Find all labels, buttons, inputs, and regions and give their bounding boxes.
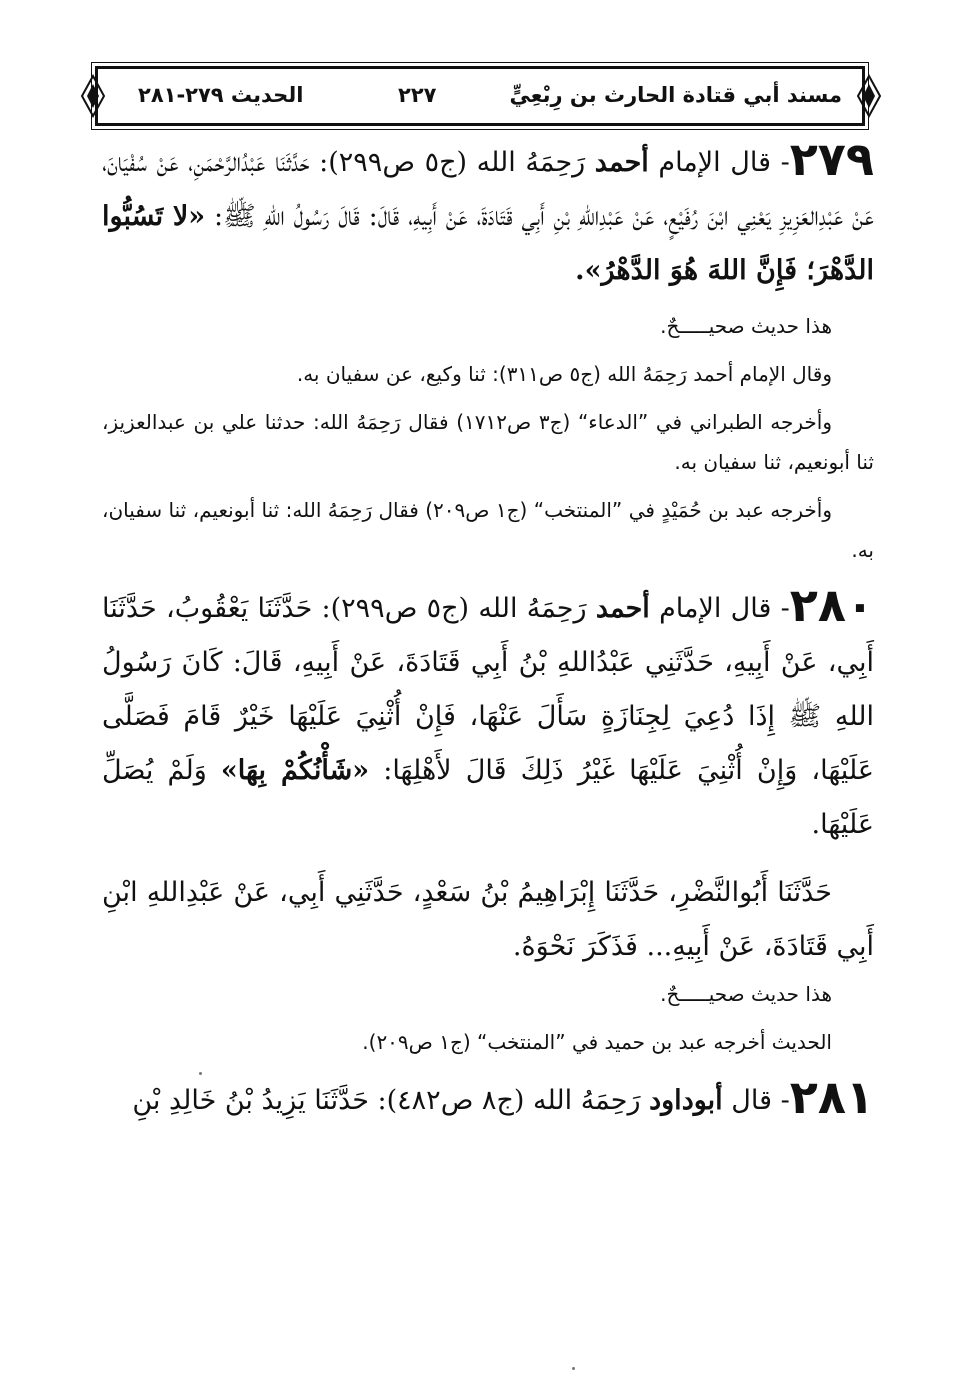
hadith-number: ٢٨٠ — [789, 578, 874, 632]
page-body — [102, 132, 874, 1128]
prophetic-quote: «شَأْنُكُمْ بِهَا» — [220, 755, 370, 786]
hadith-dash: - — [780, 1085, 790, 1116]
scan-speck — [199, 1072, 202, 1075]
running-header — [95, 66, 865, 126]
hadith-grade: هذا حديث صحيـــــحٌ. — [660, 314, 832, 338]
hadith-279 — [102, 132, 874, 298]
takhrij-note: وأخرجه عبد بن حُمَيْدٍ في ”المنتخب“ (ج١ ص٢٠٩) فقال رَحِمَهُ الله: ثنا أبونعيم، ثنا سفيان، به. — [102, 498, 874, 562]
hadith-intro: قال — [731, 1085, 773, 1116]
hadith-chain: رَحِمَهُ الله (ج٥ ص٢٩٩): حَدَّثَنَا عَبْدُالرَّحْمَنِ، عَنْ سُفْيَانَ، عَنْ عَبْدِالعَزِيزِ يَعْنِي ابْنَ رُفَيْعٍ، عَنْ عَبْدِاللهِ بْنِ أَبِي قَتَادَةَ، عَنْ أَبِيهِ، قَالَ: قَالَ رَسُولُ اللهِ ﷺ: — [102, 147, 874, 232]
hadith-280 — [102, 578, 874, 852]
header-title: مسند أبي قتادة الحارث بن رِبْعِيٍّ — [509, 83, 842, 107]
hadith-281 — [102, 1070, 874, 1128]
hadith-number: ٢٨١ — [789, 1070, 874, 1124]
hadith-range: الحديث ٢٧٩-٢٨١ — [138, 83, 304, 107]
hadith-ending: وَلَمْ يُصَلِّ عَلَيْهَا. — [102, 755, 874, 840]
takhrij-note: وقال الإمام أحمد رَحِمَهُ الله (ج٥ ص٣١١): ثنا وكيع، عن سفيان به. — [296, 362, 832, 386]
hadith-chain: رَحِمَهُ الله (ج٥ ص٢٩٩): حَدَّثَنَا يَعْقُوبُ، حَدَّثَنَا أَبِي، عَنْ أَبِيهِ، حَدَّثَنِي عَبْدُاللهِ بْنُ أَبِي قَتَادَةَ، عَنْ أَبِيهِ، قَالَ: كَانَ رَسُولُ اللهِ ﷺ إِذَا دُعِيَ لِجِنَازَةٍ سَأَلَ عَنْهَا، فَإِنْ أُثْنِيَ عَلَيْهَا خَيْرٌ قَامَ فَصَلَّى عَلَيْهَا، وَإِنْ أُثْنِيَ عَلَيْهَا غَيْرُ ذَلِكَ قَالَ لأَهْلِهَا: — [102, 593, 874, 786]
hadith-grade: هذا حديث صحيـــــحٌ. — [660, 982, 832, 1006]
hadith-intro: قال الإمام — [659, 593, 772, 624]
imam-name: أحمد — [594, 147, 649, 178]
scan-speck — [572, 1367, 575, 1370]
hadith-dash: - — [780, 593, 790, 624]
hadith-chain: رَحِمَهُ الله (ج٨ ص٤٨٢): حَدَّثَنَا يَزِيدُ بْنُ خَالِدِ بْنِ — [132, 1085, 641, 1116]
takhrij-note: وأخرجه الطبراني في ”الدعاء“ (ج٣ ص١٧١٢) فقال رَحِمَهُ الله: حدثنا علي بن عبدالعزيز، ثنا أبونعيم، ثنا سفيان به. — [102, 410, 874, 474]
takhrij-note: الحديث أخرجه عبد بن حميد في ”المنتخب“ (ج١ ص٢٠٩). — [362, 1030, 832, 1054]
second-chain: حَدَّثَنَا أَبُوالنَّضْرِ، حَدَّثَنَا إِبْرَاهِيمُ بْنُ سَعْدٍ، حَدَّثَنِي أَبِي، عَنْ عَبْدِاللهِ ابْنِ أَبِي قَتَادَةَ، عَنْ أَبِيهِ... فَذَكَرَ نَحْوَهُ. — [102, 877, 874, 962]
imam-name: أحمد — [595, 593, 650, 624]
prophetic-quote: «لا تَسُبُّوا الدَّهْرَ؛ فَإِنَّ اللهَ هُوَ الدَّهْرُ». — [102, 201, 874, 286]
page-number: ٢٢٧ — [398, 83, 437, 107]
imam-name: أبوداود — [649, 1085, 723, 1116]
hadith-intro: قال الإمام — [658, 147, 772, 178]
hadith-number: ٢٧٩ — [789, 132, 874, 186]
hadith-dash: - — [780, 147, 790, 178]
